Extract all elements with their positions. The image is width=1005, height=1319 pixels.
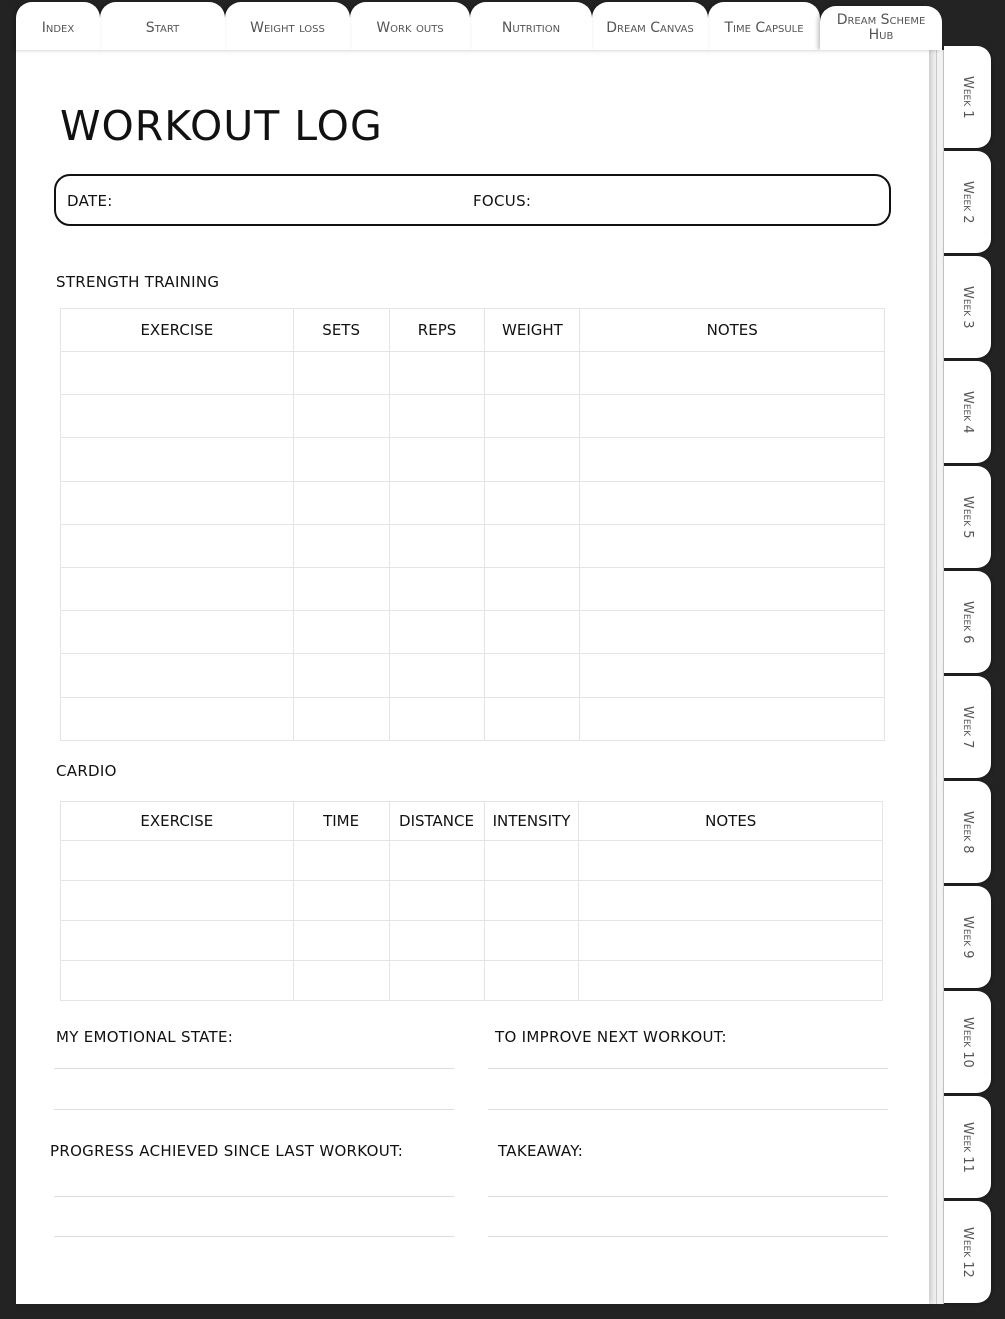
table-cell[interactable] <box>61 921 294 961</box>
table-row <box>61 524 885 567</box>
table-cell[interactable] <box>485 395 580 438</box>
tab-work-outs[interactable]: Work outs <box>350 2 470 50</box>
table-cell[interactable] <box>580 697 885 740</box>
table-cell[interactable] <box>293 438 389 481</box>
page-edge <box>937 50 944 1304</box>
table-cell[interactable] <box>389 654 485 697</box>
table-cell[interactable] <box>61 697 294 740</box>
tab-label: Week 9 <box>960 915 975 959</box>
tab-start[interactable]: Start <box>100 2 225 50</box>
table-cell[interactable] <box>389 438 485 481</box>
tab-label: Week 6 <box>960 600 975 644</box>
table-row <box>61 567 885 610</box>
tab-label: Week 3 <box>960 285 975 329</box>
table-cell[interactable] <box>485 654 580 697</box>
write-line[interactable] <box>488 1236 888 1237</box>
table-cell[interactable] <box>580 352 885 395</box>
table-cell[interactable] <box>579 961 883 1001</box>
table-cell[interactable] <box>293 395 389 438</box>
cardio-table <box>60 801 883 1001</box>
write-line[interactable] <box>488 1196 888 1197</box>
table-cell[interactable] <box>293 961 389 1001</box>
table-cell[interactable] <box>580 611 885 654</box>
page-edge <box>929 50 937 1304</box>
table-cell[interactable] <box>580 524 885 567</box>
table-cell[interactable] <box>61 961 294 1001</box>
table-row <box>61 611 885 654</box>
table-cell[interactable] <box>389 961 484 1001</box>
write-line[interactable] <box>54 1236 454 1237</box>
tab-label: Week 4 <box>960 390 975 434</box>
tab-week-8[interactable] <box>944 781 991 883</box>
table-row <box>61 697 885 740</box>
table-cell[interactable] <box>389 524 485 567</box>
tab-weight-loss[interactable]: Weight loss <box>225 2 350 50</box>
tab-week-1[interactable] <box>944 46 991 148</box>
table-cell[interactable] <box>293 697 389 740</box>
table-row <box>61 881 883 921</box>
table-cell[interactable] <box>580 481 885 524</box>
column-header: SETS <box>293 309 389 352</box>
table-row <box>61 654 885 697</box>
workout-log-page <box>16 46 929 1304</box>
table-row <box>61 481 885 524</box>
column-header: NOTES <box>579 802 883 841</box>
table-cell[interactable] <box>580 567 885 610</box>
table-cell[interactable] <box>293 654 389 697</box>
table-cell[interactable] <box>293 921 389 961</box>
tab-label: Week 2 <box>960 180 975 224</box>
tab-label: Week 7 <box>960 705 975 749</box>
emotional-state-label: MY EMOTIONAL STATE: <box>56 1028 234 1046</box>
tab-week-11[interactable] <box>944 1096 991 1198</box>
table-cell[interactable] <box>61 611 294 654</box>
write-line[interactable] <box>54 1109 454 1110</box>
table-cell[interactable] <box>61 524 294 567</box>
tab-index[interactable]: Index <box>16 2 100 50</box>
table-header-row <box>61 309 885 352</box>
table-row <box>61 395 885 438</box>
write-line[interactable] <box>488 1109 888 1110</box>
table-cell[interactable] <box>61 352 294 395</box>
table-cell[interactable] <box>293 481 389 524</box>
table-cell[interactable] <box>389 395 485 438</box>
table-cell[interactable] <box>484 961 579 1001</box>
table-cell[interactable] <box>61 481 294 524</box>
tab-label: Week 8 <box>960 810 975 854</box>
table-cell[interactable] <box>580 654 885 697</box>
table-cell[interactable] <box>61 395 294 438</box>
tab-label: Week 10 <box>960 1016 975 1068</box>
tab-week-12[interactable] <box>944 1201 991 1303</box>
table-cell[interactable] <box>485 438 580 481</box>
tab-label: Week 1 <box>960 75 975 119</box>
progress-label: PROGRESS ACHIEVED SINCE LAST WORKOUT: <box>50 1142 404 1160</box>
column-header: REPS <box>389 309 485 352</box>
focus-field[interactable]: FOCUS: <box>473 192 532 210</box>
table-cell[interactable] <box>580 395 885 438</box>
table-cell[interactable] <box>61 438 294 481</box>
table-cell[interactable] <box>485 697 580 740</box>
table-row <box>61 352 885 395</box>
table-cell[interactable] <box>389 697 485 740</box>
tab-dream-scheme-hub[interactable]: Dream Scheme Hub <box>820 6 942 50</box>
table-cell[interactable] <box>484 841 579 881</box>
tab-week-3[interactable] <box>944 256 991 358</box>
tab-week-2[interactable] <box>944 151 991 253</box>
column-header: INTENSITY <box>484 802 579 841</box>
table-cell[interactable] <box>484 921 579 961</box>
tab-label: Week 11 <box>960 1121 975 1173</box>
tab-nutrition[interactable]: Nutrition <box>470 2 592 50</box>
table-cell[interactable] <box>579 881 883 921</box>
table-cell[interactable] <box>485 481 580 524</box>
table-cell[interactable] <box>61 881 294 921</box>
date-focus-box <box>54 174 891 226</box>
table-cell[interactable] <box>293 841 389 881</box>
table-cell[interactable] <box>293 611 389 654</box>
table-cell[interactable] <box>389 881 484 921</box>
tab-week-10[interactable] <box>944 991 991 1093</box>
table-cell[interactable] <box>389 352 485 395</box>
tab-time-capsule[interactable]: Time Capsule <box>708 2 820 50</box>
column-header: DISTANCE <box>389 802 484 841</box>
improve-label: TO IMPROVE NEXT WORKOUT: <box>495 1028 727 1046</box>
table-cell[interactable] <box>580 438 885 481</box>
table-row <box>61 921 883 961</box>
tab-week-9[interactable] <box>944 886 991 988</box>
table-cell[interactable] <box>389 481 485 524</box>
strength-table <box>60 308 885 741</box>
takeaway-label: TAKEAWAY: <box>498 1142 584 1160</box>
tab-label: Week 5 <box>960 495 975 539</box>
table-row <box>61 961 883 1001</box>
table-cell[interactable] <box>389 921 484 961</box>
table-cell[interactable] <box>579 921 883 961</box>
table-cell[interactable] <box>61 654 294 697</box>
tab-dream-canvas[interactable]: Dream Canvas <box>592 2 708 50</box>
table-cell[interactable] <box>293 881 389 921</box>
column-header: EXERCISE <box>61 309 294 352</box>
column-header: NOTES <box>580 309 885 352</box>
column-header: WEIGHT <box>485 309 580 352</box>
page-title: WORKOUT LOG <box>60 102 383 150</box>
date-field[interactable]: DATE: <box>67 192 113 210</box>
table-cell[interactable] <box>579 841 883 881</box>
write-line[interactable] <box>54 1068 454 1069</box>
tab-week-7[interactable] <box>944 676 991 778</box>
tab-week-4[interactable] <box>944 361 991 463</box>
strength-heading: STRENGTH TRAINING <box>56 273 220 291</box>
table-cell[interactable] <box>389 841 484 881</box>
column-header: EXERCISE <box>61 802 294 841</box>
table-cell[interactable] <box>293 567 389 610</box>
column-header: TIME <box>293 802 389 841</box>
table-cell[interactable] <box>61 841 294 881</box>
table-cell[interactable] <box>485 352 580 395</box>
write-line[interactable] <box>54 1196 454 1197</box>
table-cell[interactable] <box>389 611 485 654</box>
table-cell[interactable] <box>61 567 294 610</box>
tab-label: Week 12 <box>960 1226 975 1278</box>
table-cell[interactable] <box>293 524 389 567</box>
tab-week-6[interactable] <box>944 571 991 673</box>
write-line[interactable] <box>488 1068 888 1069</box>
table-cell[interactable] <box>293 352 389 395</box>
tab-week-5[interactable] <box>944 466 991 568</box>
table-cell[interactable] <box>485 567 580 610</box>
table-cell[interactable] <box>485 524 580 567</box>
table-header-row <box>61 802 883 841</box>
table-cell[interactable] <box>484 881 579 921</box>
cardio-heading: CARDIO <box>56 762 117 780</box>
table-row <box>61 438 885 481</box>
table-cell[interactable] <box>389 567 485 610</box>
table-cell[interactable] <box>485 611 580 654</box>
table-row <box>61 841 883 881</box>
